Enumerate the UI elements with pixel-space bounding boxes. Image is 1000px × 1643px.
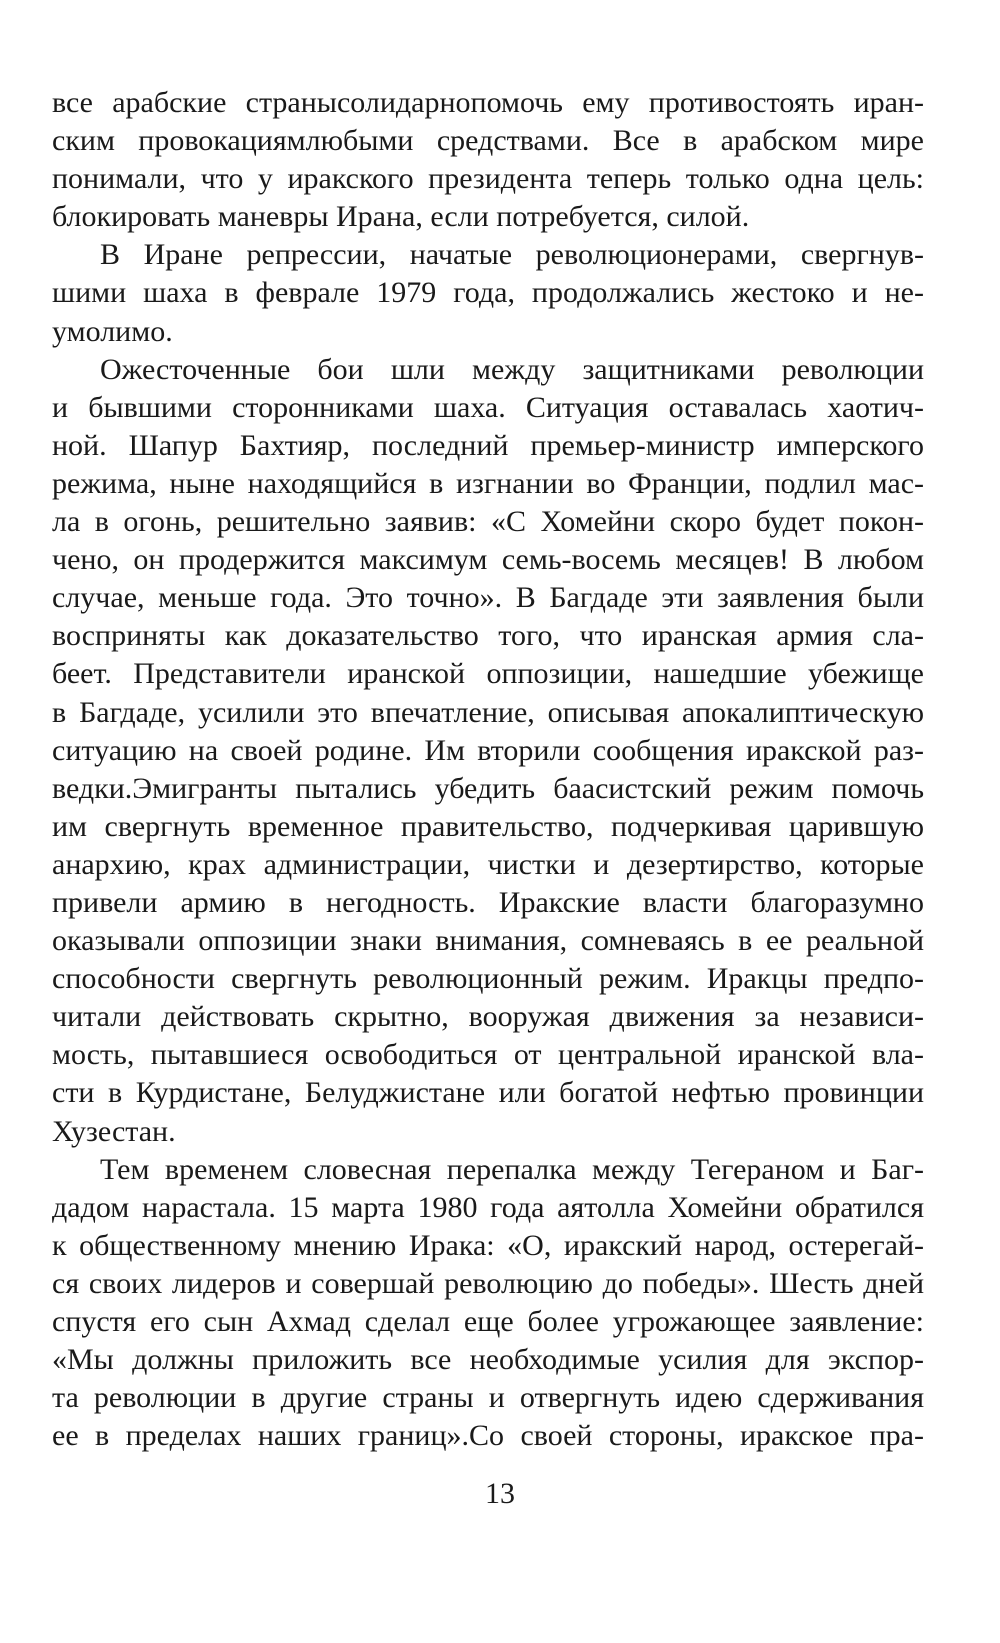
text-line: блокировать маневры Ирана, если потребуется, силой. xyxy=(52,200,750,234)
text-line: привели армию в негодность. Иракские власти благоразумно xyxy=(52,885,924,919)
text-line: ее в пределах наших границ».Со своей стороны, иракское пра- xyxy=(52,1419,924,1453)
text-line: сти в Курдистане, Белуджистане или богатой нефтью провинции xyxy=(52,1076,924,1110)
text-line: умолимо. xyxy=(52,314,173,348)
text-line: Хузестан. xyxy=(52,1114,176,1148)
text-line: дадом нарастала. 15 марта 1980 года аятолла Хомейни обратился xyxy=(52,1190,924,1224)
page-number: 13 xyxy=(485,1477,515,1510)
text-line: шими шаха в феврале 1979 года, продолжались жестоко и не- xyxy=(52,276,924,310)
text-line: все арабские странысолидарнопомочь ему противостоять иран- xyxy=(52,86,924,119)
text-line: режима, ныне находящийся в изгнании во Франции, подлил мас- xyxy=(52,466,924,500)
text-line: восприняты как доказательство того, что иранская армия сла- xyxy=(52,619,924,653)
text-line: спустя его сын Ахмад сделал еще более угрожающее заявление: xyxy=(52,1305,924,1338)
text-line: чено, он продержится максимум семь-восемь месяцев! В любом xyxy=(52,543,924,577)
text-line: к общественному мнению Ирака: «О, иракский народ, остерегай- xyxy=(52,1228,924,1262)
text-line: ским провокациямлюбыми средствами. Все в арабском мире xyxy=(52,124,924,158)
page-body xyxy=(52,84,924,1455)
text-line: та революции в другие страны и отвергнуть идею сдерживания xyxy=(52,1381,924,1415)
text-line: ной. Шапур Бахтияр, последний премьер-министр имперского xyxy=(52,428,924,462)
text-line: способности свергнуть революционный режим. Иракцы предпо- xyxy=(52,962,924,996)
text-line: ведки.Эмигранты пытались убедить баасистский режим помочь xyxy=(52,771,924,805)
text-line: анархию, крах администрации, чистки и дезертирство, которые xyxy=(52,847,924,881)
text-line: ситуацию на своей родине. Им вторили сообщения иракской раз- xyxy=(52,733,924,767)
text-line: «Мы должны приложить все необходимые усилия для экспор- xyxy=(52,1343,924,1377)
text-line: им свергнуть временное правительство, подчеркивая царившую xyxy=(52,809,924,843)
text-line: мость, пытавшиеся освободиться от центральной иранской вла- xyxy=(52,1038,924,1072)
text-line: ся своих лидеров и совершай революцию до победы». Шесть дней xyxy=(52,1266,924,1300)
text-line: беет. Представители иранской оппозиции, нашедшие убежище xyxy=(52,657,924,691)
text-line: Ожесточенные бои шли между защитниками революции xyxy=(100,352,924,386)
text-line: читали действовать скрытно, вооружая движения за независи- xyxy=(52,1000,924,1034)
text-line: в Багдаде, усилили это впечатление, описывая апокалиптическую xyxy=(52,695,924,729)
text-line: случае, меньше года. Это точно». В Багдаде эти заявления были xyxy=(52,581,924,615)
text-line: понимали, что у иракского президента теперь только одна цель: xyxy=(52,162,924,196)
text-line: Тем временем словесная перепалка между Тегераном и Баг- xyxy=(100,1152,924,1186)
text-line: оказывали оппозиции знаки внимания, сомневаясь в ее реальной xyxy=(52,924,924,958)
text-line: ла в огонь, решительно заявив: «С Хомейни скоро будет покон- xyxy=(52,505,924,539)
text-line: и бывшими сторонниками шаха. Ситуация оставалась хаотич- xyxy=(52,390,924,424)
text-line: В Иране репрессии, начатые революционерами, свергнув- xyxy=(100,238,924,272)
